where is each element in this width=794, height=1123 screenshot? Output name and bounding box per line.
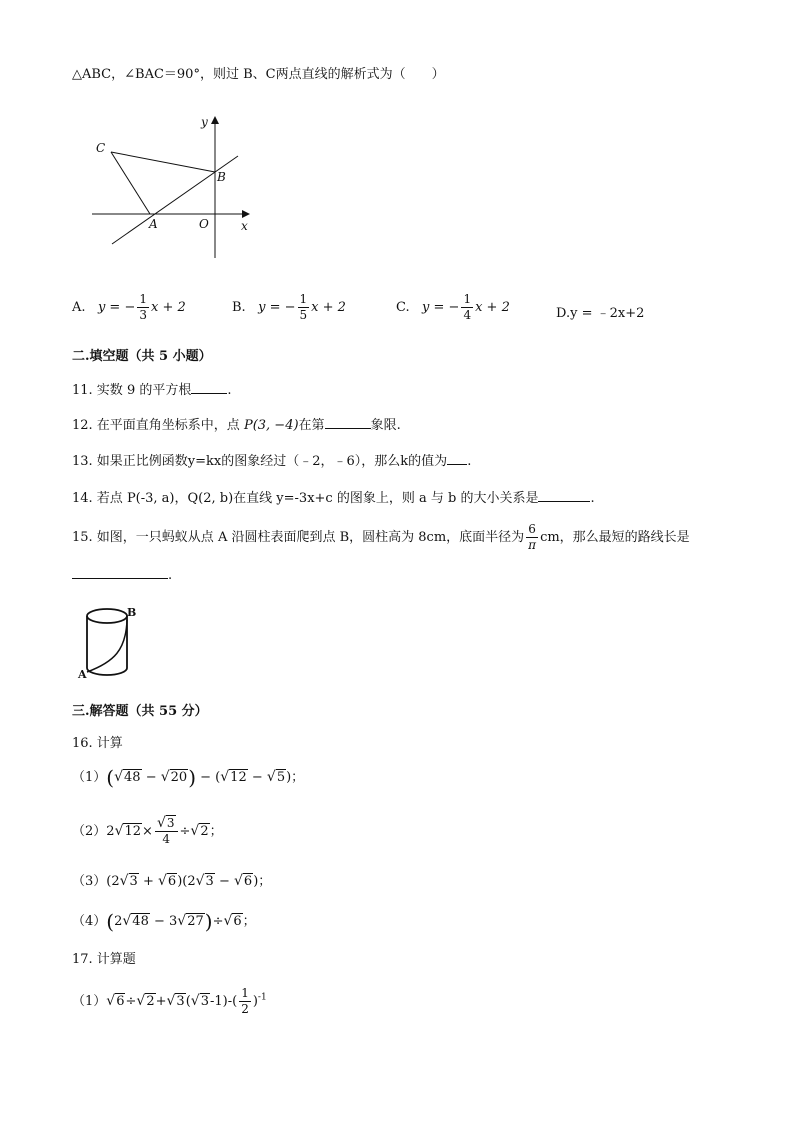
q12-end: 象限. — [370, 418, 401, 433]
q16-part2: （2）2√12× $\frac{√3}{4}$ ÷√2； — [72, 815, 223, 846]
part-label: （1） — [72, 994, 107, 1009]
option-letter: B. — [232, 300, 246, 315]
q12 — [72, 416, 401, 435]
label-A: A — [78, 668, 87, 680]
part-label: （1） — [72, 770, 107, 785]
q12-mid: 在第 — [298, 418, 325, 433]
sqrt-6: √6 — [106, 993, 125, 1009]
q13 — [72, 452, 471, 471]
q15 — [72, 522, 690, 553]
option-eq: y = − — [422, 300, 460, 315]
option-text: y = ﹣2x+2 — [570, 306, 645, 321]
option-fraction: $\frac{1}{4}$ — [463, 292, 472, 322]
q15-cylinder-figure — [74, 600, 154, 680]
sqrt-48: √48 — [122, 913, 149, 929]
option-tail: x + 2 — [475, 300, 510, 315]
q15-answer-line — [72, 566, 172, 585]
x-axis-arrow-icon — [242, 210, 250, 218]
q15-fraction: $\frac{6}{\pi}$ — [528, 522, 537, 552]
label-B: B — [217, 170, 226, 184]
paren-close: ) — [204, 909, 213, 934]
q16-title: 16. 计算 — [72, 736, 123, 751]
label-A: A — [149, 217, 158, 231]
q15-post: cm，那么最短的路线长是 — [540, 530, 690, 545]
exponent: -1 — [257, 992, 267, 1003]
part-label: （4） — [72, 914, 107, 929]
fraction-sqrt3-over-4: $\frac{√3}{4}$ — [155, 816, 178, 847]
sqrt-3: √3 — [190, 993, 209, 1009]
sqrt-27: √27 — [177, 913, 204, 929]
option-letter: A. — [72, 300, 86, 315]
sqrt-5: √5 — [266, 769, 286, 785]
q13-text: 13. 如果正比例函数y=kx的图象经过（﹣2，﹣6），那么k的值为 — [72, 454, 448, 469]
q14-end: . — [590, 491, 595, 506]
q10-coordinate-figure — [86, 108, 286, 268]
label-x: x — [241, 219, 248, 233]
answer-blank[interactable] — [538, 489, 590, 502]
sqrt-3: √3 — [195, 873, 214, 889]
q10-option-D — [556, 302, 644, 321]
answer-blank[interactable] — [325, 416, 371, 429]
label-O: O — [199, 217, 209, 231]
y-axis-arrow-icon — [211, 116, 219, 124]
option-letter: C. — [396, 300, 410, 315]
cylinder-top — [87, 609, 127, 623]
sqrt-12: √12 — [220, 769, 247, 785]
q16-part3: （3）(2√3 + √6)(2√3 − √6)； — [72, 873, 272, 889]
paren-close: ) — [188, 765, 197, 790]
q15-pre: 15. 如图，一只蚂蚁从点 A 沿圆柱表面爬到点 B，圆柱高为 8cm，底面半径为 — [72, 530, 525, 545]
q14 — [72, 489, 595, 508]
q10-option-C — [396, 292, 510, 323]
q16-part4: （4）(2√48 − 3√27)÷√6； — [72, 909, 256, 934]
sqrt-6: √6 — [223, 913, 242, 929]
q10-option-A — [72, 292, 186, 323]
q14-text: 14. 若点 P(-3, a)，Q(2, b)在直线 y=-3x+c 的图象上，则 a 与 b 的大小关系是 — [72, 491, 539, 506]
q15-end: . — [168, 568, 173, 583]
part-label: （2） — [72, 824, 107, 839]
q12-pre: 12. 在平面直角坐标系中，点 — [72, 418, 244, 433]
sqrt-3: √3 — [166, 993, 185, 1009]
q10-option-B — [232, 292, 346, 323]
label-y: y — [201, 115, 208, 129]
label-B: B — [127, 606, 137, 619]
section-3-title: 三.解答题（共 55 分） — [72, 704, 208, 719]
sqrt-6: √6 — [158, 873, 177, 889]
option-eq: y = − — [97, 300, 136, 315]
q13-end: . — [467, 454, 472, 469]
fraction-1-over-2: $\frac{1}{2}$ — [241, 986, 249, 1016]
option-tail: x + 2 — [150, 300, 186, 315]
q11-text: 11. 实数 9 的平方根 — [72, 383, 192, 398]
paren-open: ( — [106, 909, 115, 934]
q11-end: . — [227, 383, 232, 398]
part-label: （3） — [72, 874, 107, 889]
section-2-title: 二.填空题（共 5 小题） — [72, 349, 212, 364]
answer-blank[interactable] — [191, 381, 227, 394]
answer-blank[interactable] — [447, 452, 467, 465]
sqrt-3: √3 — [119, 873, 138, 889]
option-tail: x + 2 — [311, 300, 346, 315]
q17-title: 17. 计算题 — [72, 952, 136, 967]
label-C: C — [96, 141, 106, 155]
option-letter: D. — [556, 306, 571, 321]
answer-blank[interactable] — [72, 566, 168, 579]
sqrt-20: √20 — [160, 769, 188, 785]
sqrt-12: √12 — [114, 823, 142, 839]
segment-CB — [111, 152, 215, 172]
sqrt-2: √2 — [190, 823, 209, 839]
q11 — [72, 381, 231, 400]
paren-open: ( — [106, 765, 115, 790]
sqrt-48: √48 — [114, 769, 141, 785]
sqrt-2: √2 — [136, 993, 155, 1009]
q12-point: P(3, −4) — [243, 418, 299, 433]
q17-part1: （1）√6÷√2+√3(√3-1)-( $\frac{1}{2}$ )$^{-1}$ — [72, 986, 267, 1016]
q16-part1: （1）(√48 − √20) − (√12 − √5)； — [72, 765, 305, 790]
option-eq: y = − — [258, 300, 296, 315]
segment-CA — [111, 152, 150, 214]
sqrt-6: √6 — [234, 873, 253, 889]
q10-stem: △ABC，∠BAC＝90°，则过 B、C两点直线的解析式为（ ） — [72, 67, 445, 82]
option-fraction: $\frac{1}{3}$ — [139, 292, 147, 322]
ant-path — [87, 620, 127, 672]
option-fraction: $\frac{1}{5}$ — [299, 292, 308, 322]
